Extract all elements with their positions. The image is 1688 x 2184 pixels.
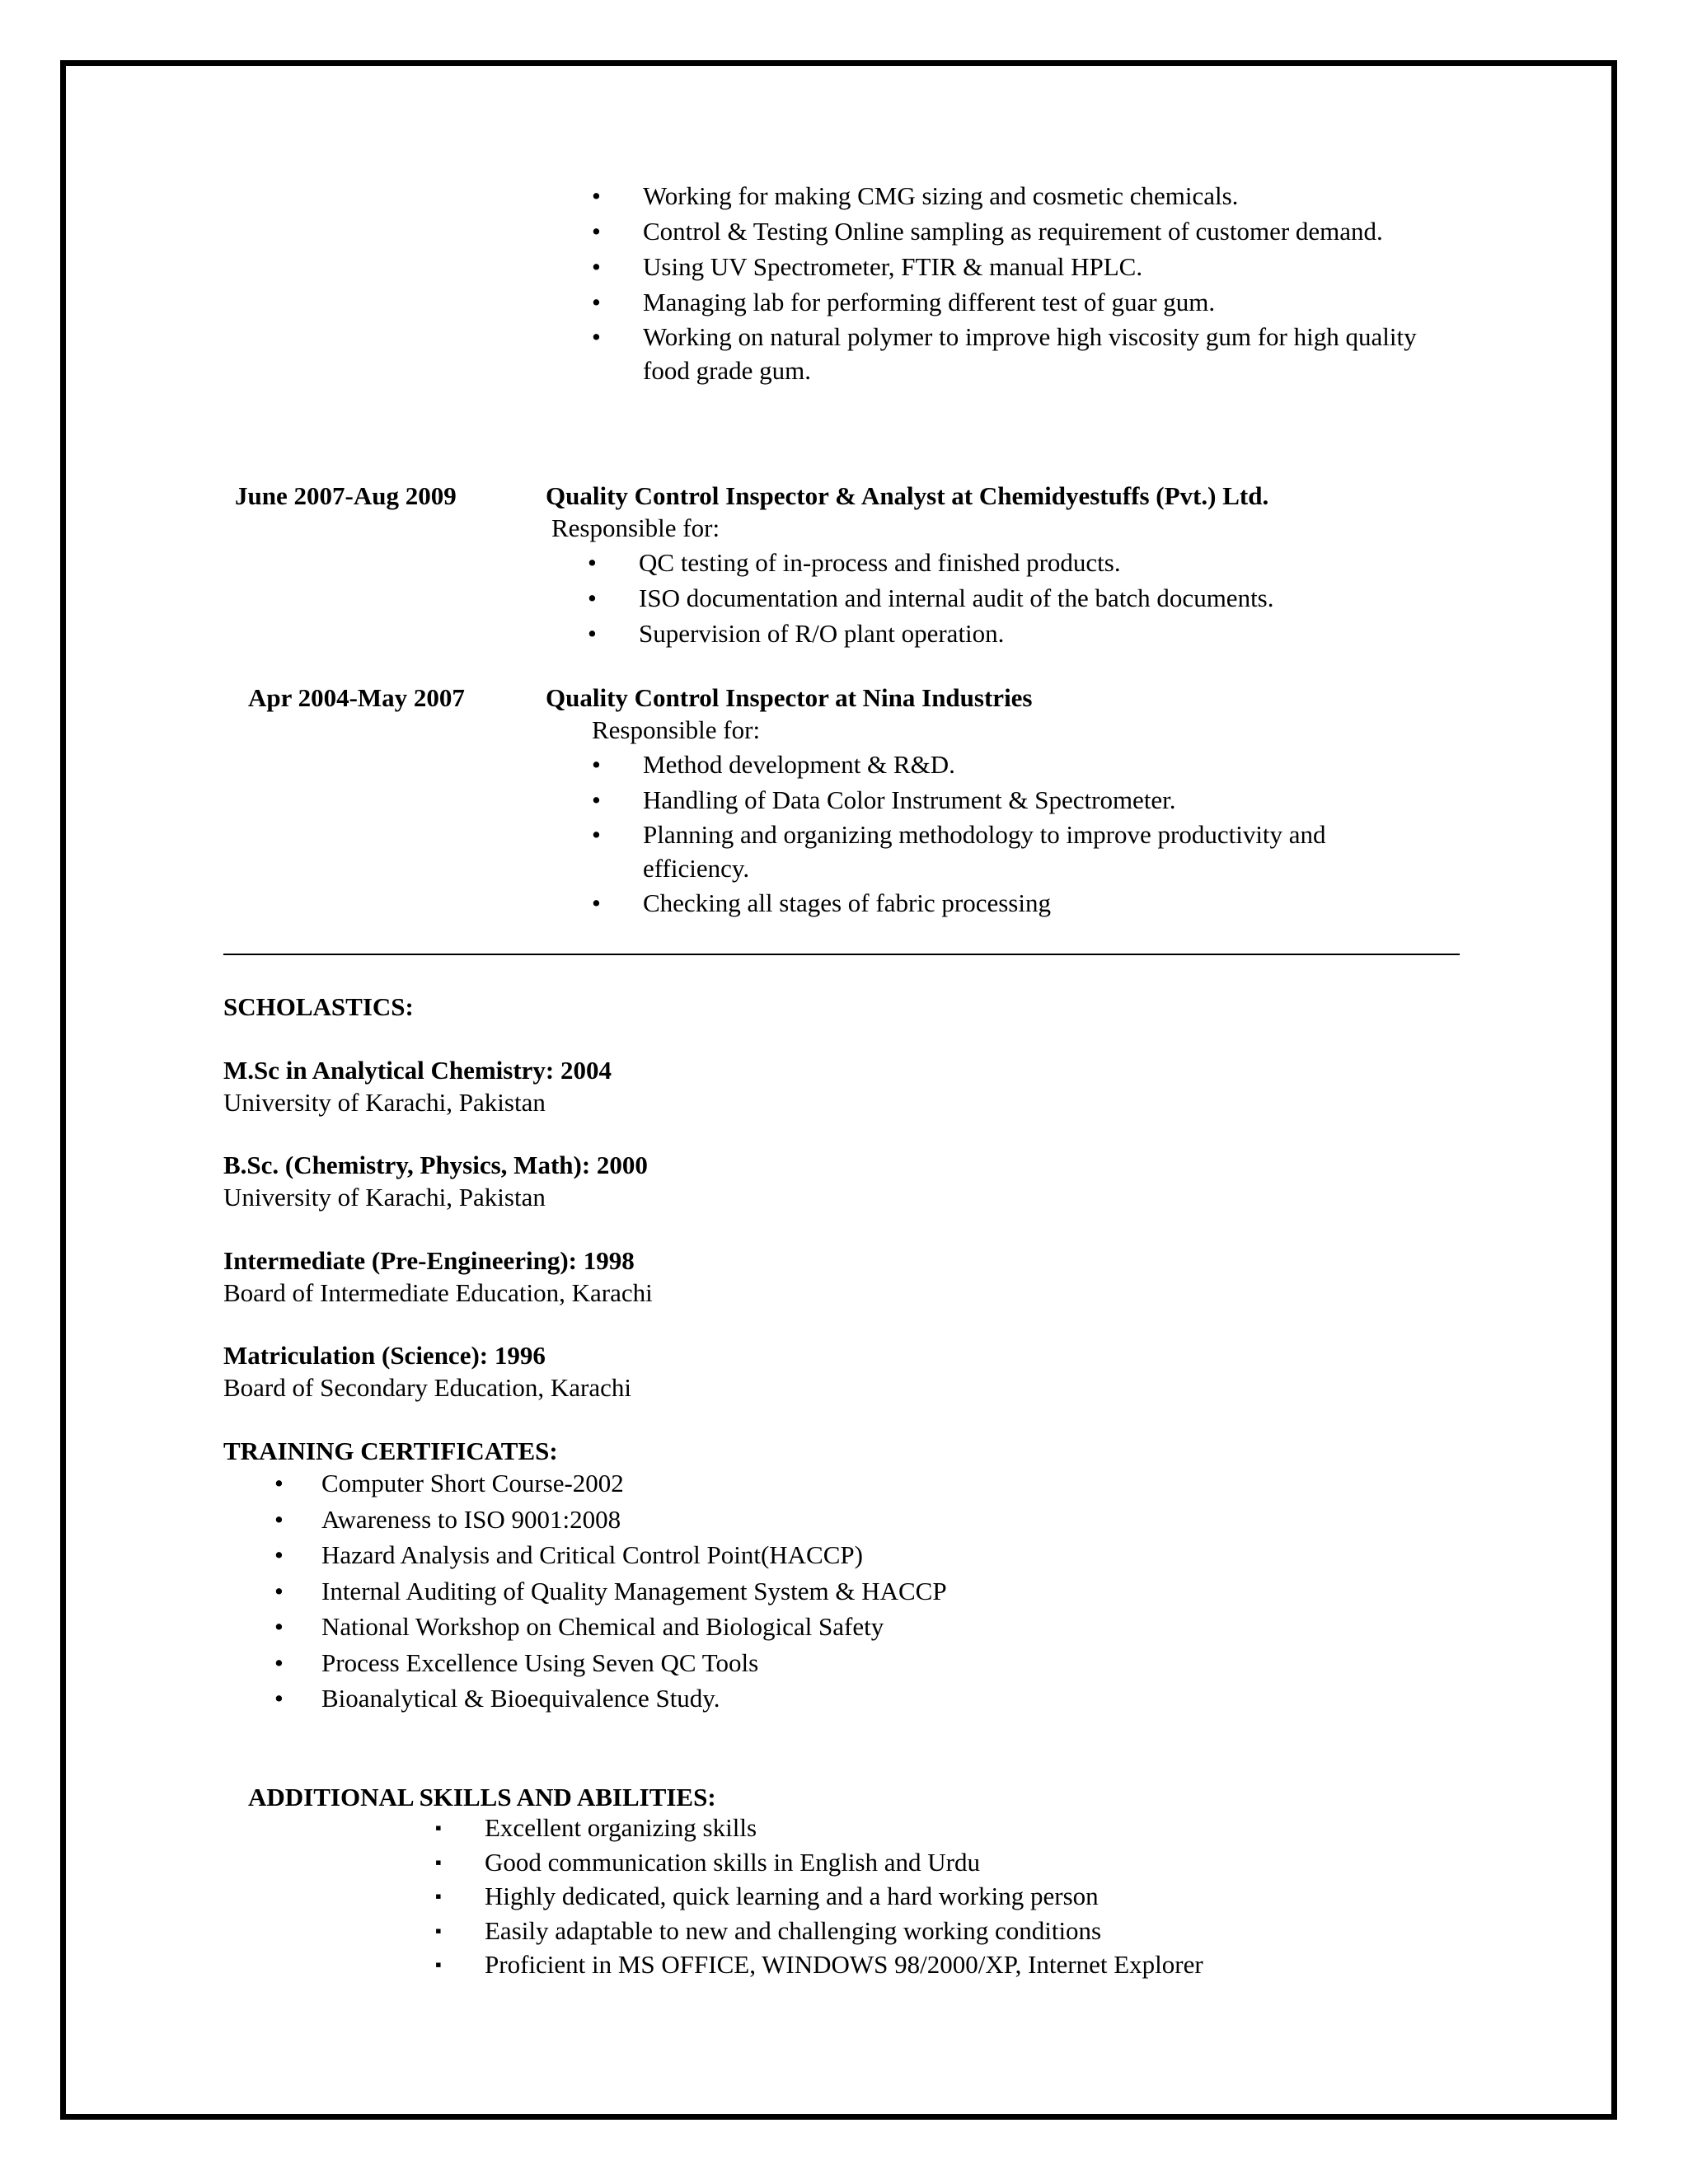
list-item: • Managing lab for performing different test of guar gum. <box>590 284 1464 320</box>
list-item: • Internal Auditing of Quality Management System & HACCP <box>274 1573 947 1610</box>
intro-bullet-list <box>590 178 1464 387</box>
square-bullet-icon: ▪ <box>435 1851 442 1872</box>
list-item: • Supervision of R/O plant operation. <box>586 616 1274 651</box>
list-item: • Checking all stages of fabric processing <box>590 885 1464 921</box>
job-bullet-list <box>586 545 1274 651</box>
list-item: • Control & Testing Online sampling as requirement of customer demand. <box>590 213 1464 249</box>
list-item: • Hazard Analysis and Critical Control Point(HACCP) <box>274 1537 947 1573</box>
bullet-icon: • <box>588 619 597 648</box>
bullet-icon: • <box>274 1576 284 1605</box>
section-divider <box>223 954 1460 955</box>
degree-title: Intermediate (Pre-Engineering): 1998 <box>223 1246 635 1275</box>
list-item: • Awareness to ISO 9001:2008 <box>274 1502 947 1538</box>
bullet-icon: • <box>592 252 601 281</box>
degree-title: M.Sc in Analytical Chemistry: 2004 <box>223 1056 612 1085</box>
degree-institution: University of Karachi, Pakistan <box>223 1088 546 1117</box>
degree-institution: Board of Intermediate Education, Karachi <box>223 1278 653 1307</box>
job-dates: June 2007-Aug 2009 <box>235 481 457 510</box>
skills-bullet-list <box>435 1811 1203 1982</box>
list-item: • Using UV Spectrometer, FTIR & manual HPLC. <box>590 249 1464 284</box>
list-item: • ISO documentation and internal audit of the batch documents. <box>586 580 1274 616</box>
job-dates: Apr 2004-May 2007 <box>248 683 465 712</box>
list-item: • QC testing of in-process and finished products. <box>586 545 1274 580</box>
job-title: Quality Control Inspector at Nina Industries <box>546 683 1033 712</box>
bullet-icon: • <box>274 1647 284 1677</box>
bullet-icon: • <box>592 820 601 849</box>
list-item: • Working on natural polymer to improve high viscosity gum for high quality food grade gum. <box>590 320 1467 387</box>
list-item: ▪ Easily adaptable to new and challenging working conditions <box>435 1914 1203 1948</box>
list-item: ▪ Proficient in MS OFFICE, WINDOWS 98/2000/XP, Internet Explorer <box>435 1947 1203 1982</box>
square-bullet-icon: ▪ <box>435 1919 442 1941</box>
scholastics-heading: SCHOLASTICS: <box>223 992 414 1021</box>
list-item: • Working for making CMG sizing and cosmetic chemicals. <box>590 178 1464 213</box>
list-item: • Planning and organizing methodology to improve productivity and efficiency. <box>590 818 1434 885</box>
training-bullet-list <box>274 1465 947 1717</box>
list-item: • Bioanalytical & Bioequivalence Study. <box>274 1680 947 1717</box>
bullet-icon: • <box>274 1504 284 1534</box>
list-item: ▪ Highly dedicated, quick learning and a hard working person <box>435 1879 1203 1914</box>
bullet-icon: • <box>592 322 601 351</box>
list-item: • Process Excellence Using Seven QC Tools <box>274 1645 947 1681</box>
square-bullet-icon: ▪ <box>435 1954 442 1975</box>
list-item: • National Workshop on Chemical and Biological Safety <box>274 1609 947 1645</box>
list-item: • Method development & R&D. <box>590 747 1464 782</box>
list-item: ▪ Good communication skills in English and Urdu <box>435 1845 1203 1880</box>
bullet-icon: • <box>588 583 597 612</box>
responsible-label: Responsible for: <box>592 715 761 744</box>
bullet-icon: • <box>592 785 601 814</box>
job-bullet-list <box>590 747 1464 921</box>
bullet-icon: • <box>274 1469 284 1497</box>
bullet-icon: • <box>588 548 597 577</box>
training-heading: TRAINING CERTIFICATES: <box>223 1436 558 1465</box>
bullet-icon: • <box>592 750 601 779</box>
bullet-icon: • <box>592 217 601 246</box>
bullet-icon: • <box>592 288 601 316</box>
degree-title: Matriculation (Science): 1996 <box>223 1341 546 1370</box>
bullet-icon: • <box>274 1684 284 1713</box>
bullet-icon: • <box>274 1540 284 1569</box>
bullet-icon: • <box>592 888 601 917</box>
square-bullet-icon: ▪ <box>435 1886 442 1906</box>
degree-institution: University of Karachi, Pakistan <box>223 1183 546 1212</box>
skills-heading: ADDITIONAL SKILLS AND ABILITIES: <box>248 1783 716 1811</box>
square-bullet-icon: ▪ <box>435 1817 442 1838</box>
bullet-icon: • <box>274 1612 284 1641</box>
job-title: Quality Control Inspector & Analyst at Chemidyestuffs (Pvt.) Ltd. <box>546 481 1269 510</box>
list-item: • Computer Short Course-2002 <box>274 1465 947 1502</box>
responsible-label: Responsible for: <box>551 513 720 542</box>
degree-title: B.Sc. (Chemistry, Physics, Math): 2000 <box>223 1151 648 1179</box>
list-item: ▪ Excellent organizing skills <box>435 1811 1203 1845</box>
bullet-icon: • <box>592 181 601 210</box>
list-item: • Handling of Data Color Instrument & Spectrometer. <box>590 782 1464 818</box>
degree-institution: Board of Secondary Education, Karachi <box>223 1373 631 1402</box>
